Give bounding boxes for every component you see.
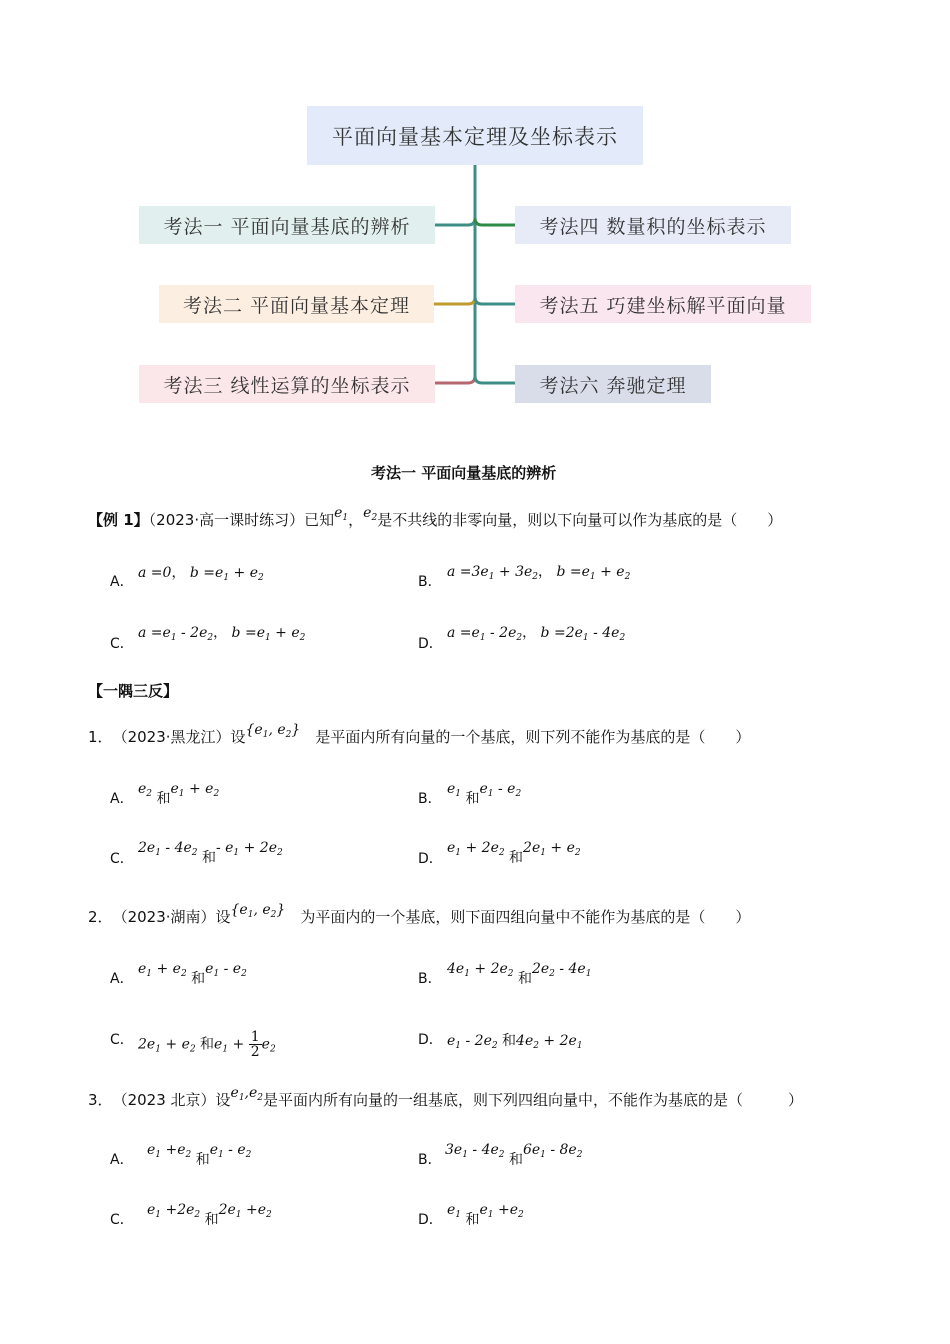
q2-stem xyxy=(88,902,751,928)
example-option-a-letter[interactable]: A． xyxy=(110,574,134,590)
q3-option-d-letter[interactable]: D． xyxy=(418,1212,443,1228)
example-option-b-letter[interactable]: B． xyxy=(418,574,442,590)
example-stem-text: 是不共线的非零向量，则以下向量可以作为基底的是（ ） xyxy=(377,511,783,529)
q3-option-a-letter[interactable]: A． xyxy=(110,1152,134,1168)
q3-number: 3． xyxy=(88,1091,106,1109)
mindmap-node-method-6: 考法六 奔驰定理 xyxy=(515,365,711,403)
q3-option-c-expr: $e_1 +2e_2$ 和$2e_1 +e_2$ xyxy=(147,1202,272,1228)
q2-stem-text: 为平面内的一个基底，则下面四组向量中不能作为基底的是（ ） xyxy=(300,908,751,926)
example-option-d-expr: $a =e_1 - 2e_2$， $b =2e_1 - 4e_2$ xyxy=(447,625,626,643)
q3-option-a-expr: $e_1 +e_2$ 和$e_1 - e_2$ xyxy=(147,1142,252,1168)
q2-option-a-expr: $e_1 + e_2$ 和$e_1 - e_2$ xyxy=(138,961,247,987)
q2-option-b-expr: $4e_1 + 2e_2$ 和$2e_2 - 4e_1$ xyxy=(447,961,592,987)
q1-source: （2023·黑龙江）设 xyxy=(120,728,246,746)
q1-option-d-expr: $e_1 + 2e_2$ 和$2e_1 + e_2$ xyxy=(447,840,581,866)
mindmap-node-method-1: 考法一 平面向量基底的辨析 xyxy=(139,206,435,244)
q2-option-d-expr: $e_1 - 2e_2$ 和$4e_2 + 2e_1$ xyxy=(447,1033,583,1051)
example-v2: $e_2$ xyxy=(363,505,378,523)
example-source: （2023·高一课时练习）已知 xyxy=(148,511,335,529)
q2-option-a-letter[interactable]: A． xyxy=(110,971,134,987)
q3-source: （2023 北京）设 xyxy=(120,1091,231,1109)
q1-option-d-letter[interactable]: D． xyxy=(418,851,443,867)
example-option-a-expr: a =0， $b =e_1 + e_2$ xyxy=(138,565,264,583)
q1-stem-text: 是平面内所有向量的一个基底，则下列不能作为基底的是（ ） xyxy=(315,728,751,746)
q1-number: 1． xyxy=(88,728,106,746)
q1-option-a-letter[interactable]: A． xyxy=(110,791,134,807)
q3-option-b-letter[interactable]: B． xyxy=(418,1152,442,1168)
q3-stem-text: 是平面内所有向量的一组基底，则下列四组向量中，不能作为基底的是（ ） xyxy=(263,1091,804,1109)
mindmap-node-method-5: 考法五 巧建坐标解平面向量 xyxy=(515,285,811,323)
q3-stem xyxy=(88,1085,804,1111)
q3-option-c-letter[interactable]: C． xyxy=(110,1212,134,1228)
q3-option-d-expr: $e_1$ 和$e_1 +e_2$ xyxy=(447,1202,524,1228)
example-label: 【例 1】 xyxy=(88,511,149,529)
q1-option-c-letter[interactable]: C． xyxy=(110,851,134,867)
q2-basis-set: {$e_1$, $e_2$} xyxy=(230,902,286,920)
q1-basis-set: {$e_1$, $e_2$} xyxy=(245,722,301,740)
example-option-c-expr: $a =e_1 - 2e_2$， $b =e_1 + e_2$ xyxy=(138,625,306,643)
example-v1: $e_1$ xyxy=(334,505,349,523)
q2-source: （2023·湖南）设 xyxy=(120,908,231,926)
q2-option-c-letter[interactable]: C． xyxy=(110,1032,134,1048)
mindmap-node-method-4: 考法四 数量积的坐标表示 xyxy=(515,206,791,244)
q1-option-b-expr: $e_1$ 和$e_1 - e_2$ xyxy=(447,781,522,807)
q2-option-b-letter[interactable]: B． xyxy=(418,971,442,987)
example-option-d-letter[interactable]: D． xyxy=(418,636,443,652)
q3-basis: $e_1,e_2$ xyxy=(230,1085,264,1103)
example-stem xyxy=(88,505,783,531)
mindmap-node-method-3: 考法三 线性运算的坐标表示 xyxy=(139,365,435,403)
example-option-b-expr: $a =3e_1 + 3e_2$， $b =e_1 + e_2$ xyxy=(447,564,631,582)
q2-option-c-expr: $2e_1 + e_2$ 和$e_1$ + $\frac{1}{2}$ $e_2$ xyxy=(138,1029,276,1060)
example-comma: ， xyxy=(348,511,364,529)
practice-heading: 【一隅三反】 xyxy=(88,682,179,700)
mindmap-node-method-2: 考法二 平面向量基本定理 xyxy=(159,285,434,323)
q1-stem xyxy=(88,722,751,748)
q1-option-b-letter[interactable]: B． xyxy=(418,791,442,807)
section-heading: 考法一 平面向量基底的辨析 xyxy=(371,464,557,482)
mindmap-title: 平面向量基本定理及坐标表示 xyxy=(307,106,643,165)
q1-option-c-expr: $2e_1 - 4e_2$ 和- $e_1 + 2e_2$ xyxy=(138,840,283,866)
q1-option-a-expr: $e_2$ 和$e_1 + e_2$ xyxy=(138,781,220,807)
q2-option-d-letter[interactable]: D． xyxy=(418,1032,443,1048)
example-option-c-letter[interactable]: C． xyxy=(110,636,134,652)
q2-number: 2． xyxy=(88,908,106,926)
q3-option-b-expr: $3e_1 - 4e_2$ 和$6e_1 - 8e_2$ xyxy=(445,1142,583,1168)
